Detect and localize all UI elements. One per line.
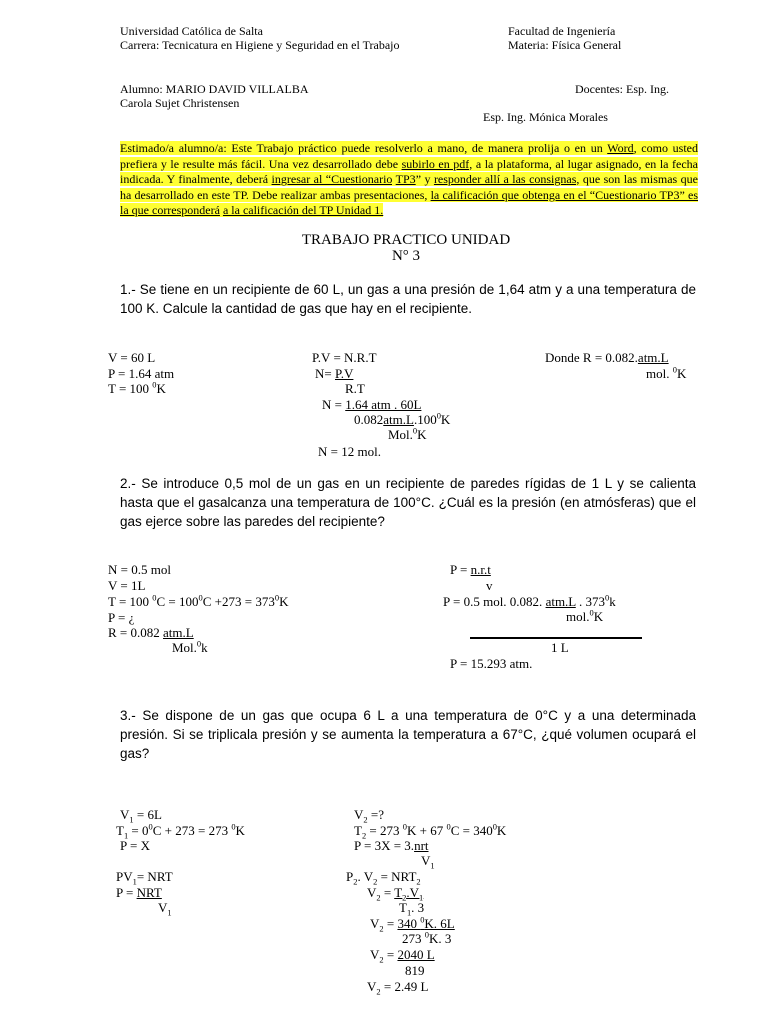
q1-mol-k: Mol.$^0$K: [388, 425, 427, 442]
q3-p-3x-den: $V_1$: [421, 853, 435, 871]
q2-calc-denominator: mol.$^0$K: [566, 607, 604, 624]
notice-text-4: ” y: [415, 172, 434, 187]
career-name: Carrera: Tecnicatura en Higiene y Seguridad en el Trabajo: [120, 38, 400, 52]
notice-respond: responder allí a las consignas: [433, 172, 577, 187]
q2-volume: V = 1L: [108, 578, 146, 593]
q2-moles: N = 0.5 mol: [108, 562, 171, 577]
notice-text-2: , como usted prefiera y le resulte más fácil. Una vez desarrollado debe: [120, 141, 698, 171]
q2-r-constant: R = 0.082 atm.L: [108, 625, 194, 640]
q1-ideal-gas-formula: P.V = N.R.T: [312, 350, 377, 365]
q1-n-numeric-denominator: 0.082atm.L.100$^0$K: [354, 410, 451, 427]
q2-liter: 1 L: [551, 640, 569, 655]
q3-v2-formula-den: $T_1$. 3: [399, 900, 425, 918]
q3-v2-calc-den: 273 $^0$K. 3: [402, 929, 452, 946]
notice-tp3: TP3: [395, 172, 416, 187]
teachers-label: Docentes: Esp. Ing.: [575, 82, 669, 96]
q3-result: $V_2 = 2.49$ L: [367, 979, 429, 997]
q3-v2: $V_2$ =?: [354, 807, 384, 825]
q1-r-denominator: mol. $^0$K: [646, 364, 687, 381]
q3-pv1: $PV_1=$ NRT: [116, 869, 173, 887]
q2-result: P = 15.293 atm.: [450, 656, 533, 671]
q1-n-fraction: N= P.V: [315, 366, 354, 381]
notice-tp-grade: a la calificación del TP Unidad 1.: [222, 203, 384, 218]
page-subtitle: N° 3: [391, 248, 421, 264]
q3-p-nrt: P = NRT: [116, 885, 162, 900]
notice-text-3: , a la plataforma, al lugar asignado, en la fecha indicada. Y finalmente, deberá: [120, 156, 699, 187]
page-title: TRABAJO PRACTICO UNIDAD: [301, 232, 511, 248]
q1-n-denominator: R.T: [345, 381, 365, 396]
question-3-text: 3.- Se dispone de un gas que ocupa 6 L a una temperatura de 0°C y a una determinada presión. Si se triplicala presión y se aumenta la temperatura a 67°C, ¿qué volumen ocupará el gas?: [120, 708, 696, 761]
q3-p2v2: $P_2$. $V_2 = NRT_2$: [346, 869, 421, 887]
q2-pressure-unknown: P = ¿: [108, 610, 135, 625]
instructions-notice: [120, 141, 698, 219]
student-name: Alumno: MARIO DAVID VILLALBA: [120, 82, 309, 96]
teacher-2: Esp. Ing. Mónica Morales: [483, 110, 608, 124]
q1-result: N = 12 mol.: [318, 444, 381, 459]
notice-enter-quiz: ingresar al “Cuestionario: [271, 172, 393, 187]
q1-pressure: P = 1.64 atm: [108, 366, 175, 381]
notice-upload: subirlo en pdf: [401, 156, 470, 171]
q3-v1-den: $V_1$: [158, 900, 172, 918]
q2-p-calculation: P = 0.5 mol. 0.082. atm.L . $373^0k$: [443, 592, 616, 609]
q3-v2-liters-den: 819: [405, 963, 425, 978]
q2-temperature: T = 100 $^0C = 100^0C +273 = 373^0K$: [108, 592, 289, 609]
q2-r-denominator: Mol.$^0$k: [172, 638, 208, 655]
faculty-name: Facultad de Ingeniería: [508, 24, 616, 38]
notice-word: Word: [607, 141, 634, 155]
notice-grade: la calificación que obtenga en el “Cuestionario TP3” es la que corresponderá: [120, 187, 698, 218]
question-1-text: 1.- Se tiene en un recipiente de 60 L, un gas a una presión de 1,64 atm y a una temperatura de 100 K. Calcule la cantidad de gas que hay en el recipiente.: [120, 282, 696, 316]
q2-p-denominator: v: [486, 578, 493, 593]
subject-name: Materia: Física General: [508, 38, 622, 52]
q3-v1: $V_1 = 6L$: [120, 807, 162, 825]
q1-volume: V = 60 L: [108, 350, 156, 365]
q2-p-formula: P = n.r.t: [450, 562, 491, 577]
q3-t2: $T_2 = 273$ $^0$K + 67 $^0C = 340^0K$: [354, 821, 507, 841]
q1-r-definition: Donde R = 0.082.atm.L: [545, 350, 669, 365]
q2-fraction-line: [470, 637, 642, 639]
q3-t1: $T_1 = 0^0C + 273 = 273$ $^0$K: [116, 821, 245, 841]
q1-temperature: T = 100 $^0$K: [108, 379, 166, 396]
notice-text-1: Estimado/a alumno/a: Este Trabajo práctico puede resolverlo a mano, de manera prolija o en un: [120, 141, 608, 155]
question-2-text: 2.- Se introduce 0,5 mol de un gas en un recipiente de paredes rígidas de 1 L y se calienta hasta que el gasalcanza una temperatura de 100°C. ¿Cuál es la presión (en atmósferas) que el gas ejerce sobre las paredes del recipiente?: [120, 476, 696, 529]
university-name: Universidad Católica de Salta: [120, 24, 263, 38]
teacher-1: Carola Sujet Christensen: [120, 96, 240, 110]
q3-v2-calc: $V_2 = 340$ $^0$K. 6L: [370, 914, 455, 934]
q3-p-x: P = X: [120, 838, 150, 853]
notice-text-5: , que son las mismas que ha desarrollado en este TP. Debe realizar ambas presentaciones,: [120, 172, 698, 202]
q3-p-3x: P = 3X = 3.nrt: [354, 838, 429, 853]
q1-n-numeric: N = 1.64 atm . 60L: [322, 397, 422, 412]
q3-v2-formula: $V_2 = T_2.V_1$: [367, 885, 424, 903]
q3-v2-liters: $V_2 = 2040$ L: [370, 947, 435, 965]
